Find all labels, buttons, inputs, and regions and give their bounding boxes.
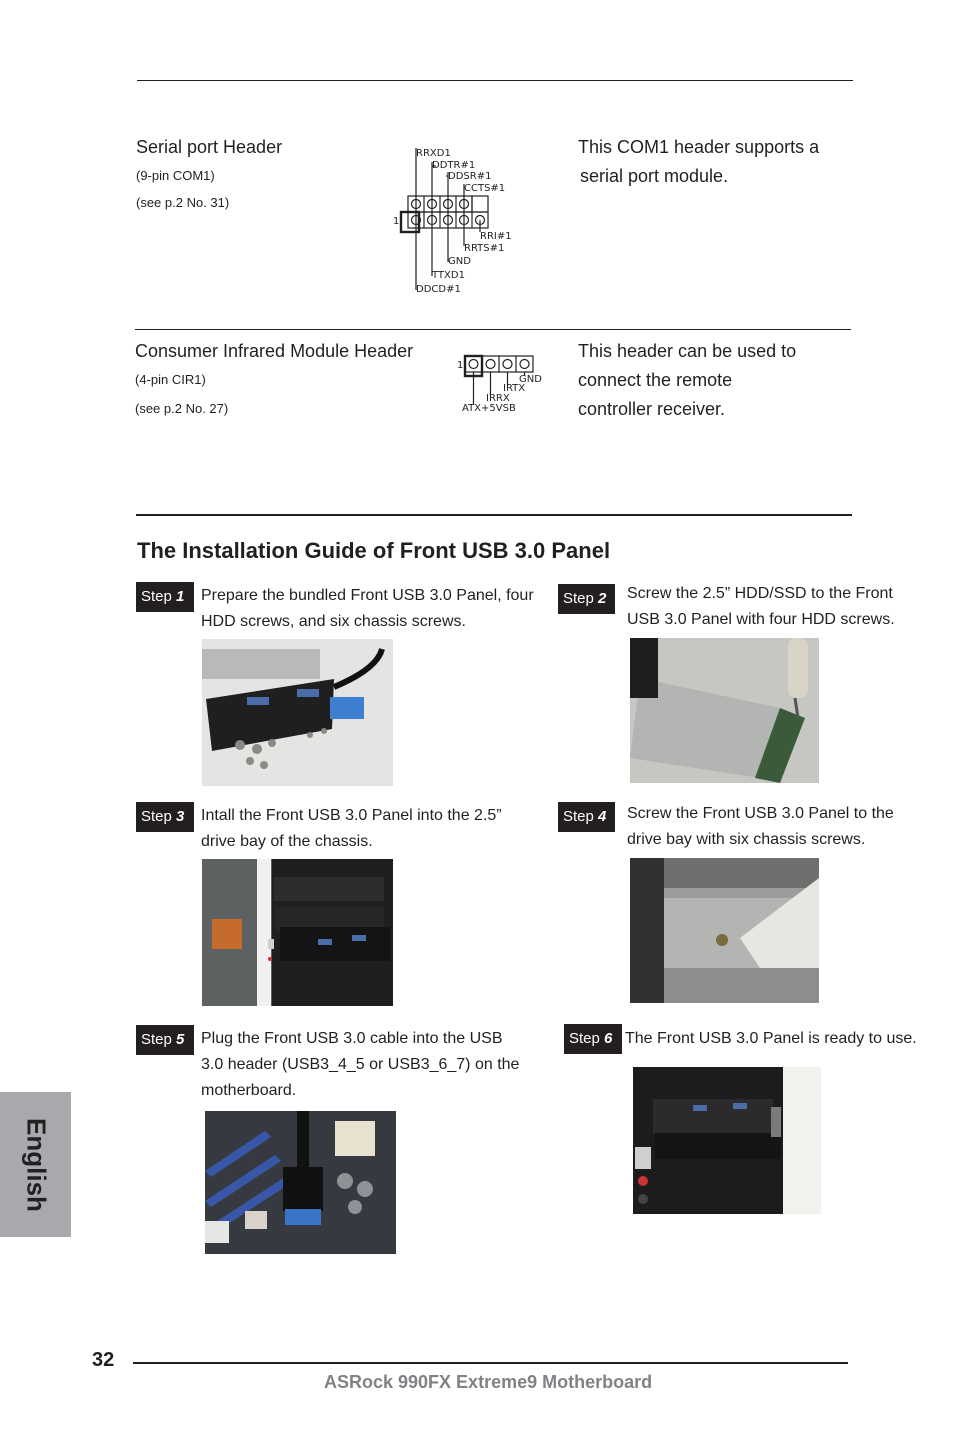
serial-pin-label: RRI#1 (480, 231, 512, 242)
step-text-line: drive bay of the chassis. (201, 833, 373, 850)
step-2-badge (558, 584, 615, 614)
step-number: 5 (176, 1031, 185, 1048)
cir-header-description-1: This header can be used to (578, 341, 797, 361)
serial-pin-label: CCTS#1 (464, 183, 506, 194)
cir-pin1-marker: 1 (457, 360, 464, 371)
serial-pin-label: RRTS#1 (464, 243, 505, 254)
step-5-badge (136, 1025, 194, 1055)
step-4-badge (558, 802, 615, 832)
cir-header-description-3: controller receiver. (578, 399, 726, 419)
language-side-tab (0, 1092, 71, 1237)
cir-header-title: Consumer Infrared Module Header (135, 341, 414, 361)
section-divider (135, 329, 851, 330)
step-3-badge (136, 802, 194, 832)
cir-header-pin-diagram (455, 352, 555, 416)
step-1-photo (202, 639, 393, 786)
step-word: Step (141, 1031, 172, 1048)
usb-guide-title: The Installation Guide of Front USB 3.0 Panel (137, 538, 611, 563)
step-text-line: Screw the Front USB 3.0 Panel to the (627, 805, 894, 822)
serial-pin1-marker: 1 (393, 216, 400, 227)
step-word: Step (563, 590, 594, 607)
step-6-badge (564, 1024, 622, 1054)
step-text-line: The Front USB 3.0 Panel is ready to use. (625, 1030, 917, 1047)
step-2-text (627, 581, 895, 633)
step-4-photo (630, 858, 819, 1003)
step-word: Step (141, 808, 172, 825)
serial-pin-label: TTXD1 (432, 270, 465, 281)
serial-pin-label: RRXD1 (416, 148, 451, 159)
language-side-tab-label: English (21, 1117, 51, 1212)
step-text-line: drive bay with six chassis screws. (627, 831, 866, 848)
step-number: 4 (598, 808, 607, 825)
step-number: 1 (176, 588, 185, 605)
serial-header-title: Serial port Header (136, 137, 283, 157)
step-word: Step (563, 808, 594, 825)
step-word: Step (569, 1030, 600, 1047)
step-1-badge (136, 582, 194, 612)
step-text-line: USB 3.0 Panel with four HDD screws. (627, 611, 895, 628)
step-text-line: 3.0 header (USB3_4_5 or USB3_6_7) on the (201, 1056, 520, 1073)
serial-header-pin-diagram (390, 140, 520, 298)
footer-title: ASRock 990FX Extreme9 Motherboard (324, 1372, 653, 1392)
step-6-text (625, 1026, 917, 1052)
step-5-photo (205, 1111, 396, 1254)
footer-rule (133, 1362, 848, 1364)
step-text-line: motherboard. (201, 1082, 297, 1099)
step-3-photo (202, 859, 393, 1006)
cir-header-ref: (see p.2 No. 27) (135, 401, 229, 416)
cir-header-description-2: connect the remote (578, 370, 733, 390)
serial-header-ref: (see p.2 No. 31) (136, 195, 230, 210)
page-number: 32 (92, 1349, 115, 1371)
step-text-line: Intall the Front USB 3.0 Panel into the 2.5” (201, 807, 502, 824)
step-text-line: Plug the Front USB 3.0 cable into the USB (201, 1030, 503, 1047)
serial-pin-label: DDTR#1 (432, 160, 476, 171)
serial-pin-label: DDSR#1 (448, 171, 492, 182)
step-5-text (201, 1026, 519, 1104)
serial-header-pin-info: (9-pin COM1) (136, 168, 215, 183)
step-1-text (201, 583, 534, 635)
step-3-text (201, 803, 502, 855)
serial-pin-label: GND (448, 256, 471, 267)
step-number: 6 (604, 1030, 613, 1047)
serial-pin-label: DDCD#1 (416, 284, 461, 295)
step-2-photo (630, 638, 819, 783)
step-text-line: Screw the 2.5” HDD/SSD to the Front (627, 585, 893, 602)
section-divider-thick (136, 514, 852, 516)
step-number: 3 (176, 808, 185, 825)
serial-header-description-1: This COM1 header supports a (578, 137, 820, 157)
step-4-text (627, 801, 894, 853)
cir-pin-label: IRTX (503, 383, 526, 394)
cir-pin-label: IRRX (486, 393, 510, 404)
top-rule (137, 80, 853, 81)
step-text-line: HDD screws, and six chassis screws. (201, 613, 466, 630)
step-6-photo (633, 1067, 821, 1214)
cir-header-pin-info: (4-pin CIR1) (135, 372, 206, 387)
step-word: Step (141, 588, 172, 605)
serial-header-description-2: serial port module. (580, 166, 729, 186)
cir-pin-label: GND (519, 374, 542, 385)
step-text-line: Prepare the bundled Front USB 3.0 Panel, four (201, 587, 534, 604)
cir-pin-label: ATX+5VSB (462, 403, 516, 414)
step-number: 2 (598, 590, 607, 607)
